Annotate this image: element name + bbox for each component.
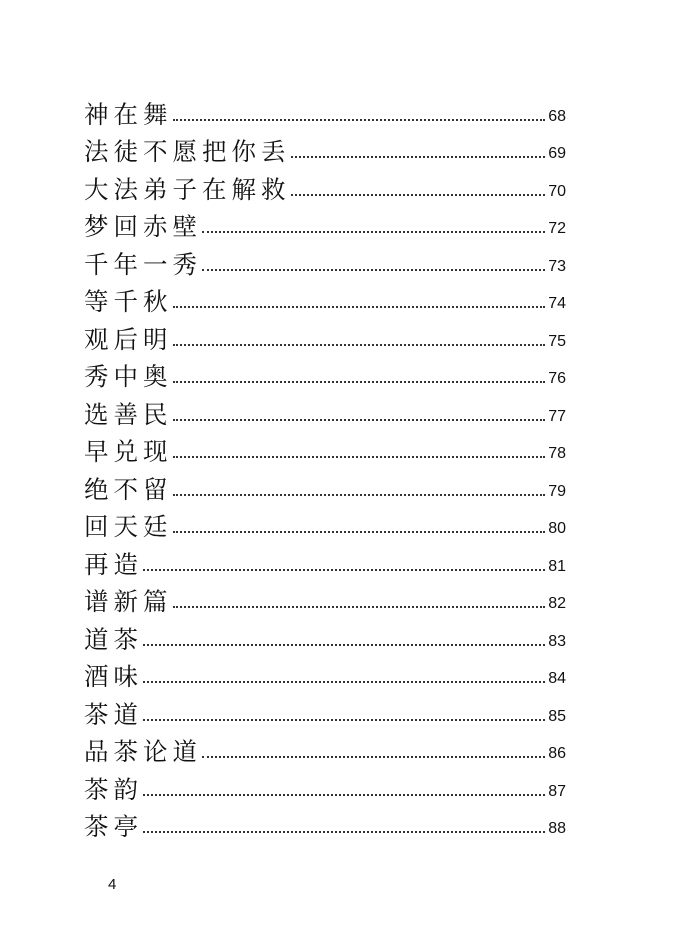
toc-entry-page: 70 xyxy=(548,182,566,200)
toc-dot-leader xyxy=(173,531,546,533)
toc-entry[interactable] xyxy=(84,205,566,243)
toc-entry-title: 茶韵 xyxy=(84,774,143,804)
toc-entry[interactable] xyxy=(84,317,566,355)
toc-entry-title: 梦回赤壁 xyxy=(84,212,202,241)
toc-entry[interactable] xyxy=(84,655,566,693)
toc-entry-title: 品茶论道 xyxy=(84,737,202,766)
toc-dot-leader xyxy=(173,494,546,496)
toc-dot-leader xyxy=(143,831,545,833)
toc-dot-leader xyxy=(173,456,546,458)
toc-dot-leader xyxy=(173,419,546,421)
toc-entry-title: 法徒不愿把你丢 xyxy=(84,137,291,166)
toc-entry[interactable] xyxy=(84,767,566,805)
toc-entry[interactable] xyxy=(84,580,566,618)
toc-entry-title: 酒味 xyxy=(84,662,143,691)
toc-dot-leader xyxy=(143,681,545,683)
toc-dot-leader xyxy=(173,344,546,346)
toc-entry-page: 82 xyxy=(548,595,566,612)
page-number: 4 xyxy=(108,876,117,893)
toc-entry-title: 早兑现 xyxy=(84,437,173,466)
toc-entry-title: 等千秋 xyxy=(84,287,173,316)
toc-dot-leader xyxy=(173,606,546,608)
toc-entry-page: 84 xyxy=(548,670,566,687)
toc-entry-page: 86 xyxy=(548,745,566,762)
toc-dot-leader xyxy=(173,306,546,308)
toc-entry-page: 68 xyxy=(548,107,566,125)
toc-entry-page: 76 xyxy=(548,370,566,387)
toc-entry[interactable] xyxy=(84,92,566,130)
toc-entry[interactable] xyxy=(84,617,566,655)
toc-entry-page: 87 xyxy=(548,782,566,800)
toc-entry-title: 茶道 xyxy=(84,699,143,729)
toc-entry-page: 77 xyxy=(548,407,566,425)
toc-dot-leader xyxy=(291,156,546,158)
toc-entry-title: 道茶 xyxy=(84,624,143,654)
toc-entry-page: 88 xyxy=(548,820,566,837)
toc-entry-title: 观后明 xyxy=(84,324,173,354)
toc-dot-leader xyxy=(143,644,545,646)
toc-entry-page: 72 xyxy=(548,220,566,237)
toc-entry-page: 83 xyxy=(548,632,566,650)
toc-entry-page: 75 xyxy=(548,332,566,350)
toc-entry-page: 79 xyxy=(548,482,566,500)
table-of-contents xyxy=(84,92,566,842)
toc-entry[interactable] xyxy=(84,280,566,318)
toc-dot-leader xyxy=(143,569,545,571)
toc-dot-leader xyxy=(202,756,545,758)
toc-entry[interactable] xyxy=(84,505,566,543)
toc-dot-leader xyxy=(143,794,545,796)
toc-dot-leader xyxy=(202,231,545,233)
toc-dot-leader xyxy=(291,194,546,196)
toc-entry-title: 绝不留 xyxy=(84,474,173,504)
toc-entry[interactable] xyxy=(84,467,566,505)
toc-entry-title: 千年一秀 xyxy=(84,249,202,279)
toc-entry[interactable] xyxy=(84,692,566,730)
toc-entry[interactable] xyxy=(84,542,566,580)
toc-entry[interactable] xyxy=(84,430,566,468)
toc-dot-leader xyxy=(173,381,546,383)
toc-entry[interactable] xyxy=(84,355,566,393)
toc-entry-page: 80 xyxy=(548,520,566,537)
toc-entry[interactable] xyxy=(84,730,566,768)
toc-entry[interactable] xyxy=(84,242,566,280)
toc-entry-title: 谱新篇 xyxy=(84,587,173,616)
toc-entry-title: 神在舞 xyxy=(84,99,173,129)
toc-entry-title: 秀中奥 xyxy=(84,362,173,391)
toc-entry[interactable] xyxy=(84,130,566,168)
toc-entry-page: 74 xyxy=(548,295,566,312)
toc-entry-title: 选善民 xyxy=(84,399,173,429)
toc-entry[interactable] xyxy=(84,805,566,843)
toc-entry-title: 茶亭 xyxy=(84,812,143,841)
toc-dot-leader xyxy=(143,719,545,721)
toc-entry-page: 85 xyxy=(548,707,566,725)
toc-dot-leader xyxy=(173,119,546,121)
toc-entry[interactable] xyxy=(84,392,566,430)
toc-entry-title: 再造 xyxy=(84,549,143,579)
toc-entry-title: 回天廷 xyxy=(84,512,173,541)
toc-entry[interactable] xyxy=(84,167,566,205)
toc-dot-leader xyxy=(202,269,545,271)
toc-entry-page: 73 xyxy=(548,257,566,275)
toc-entry-page: 81 xyxy=(548,557,566,575)
toc-entry-page: 69 xyxy=(548,145,566,162)
toc-entry-page: 78 xyxy=(548,445,566,462)
toc-entry-title: 大法弟子在解救 xyxy=(84,174,291,204)
